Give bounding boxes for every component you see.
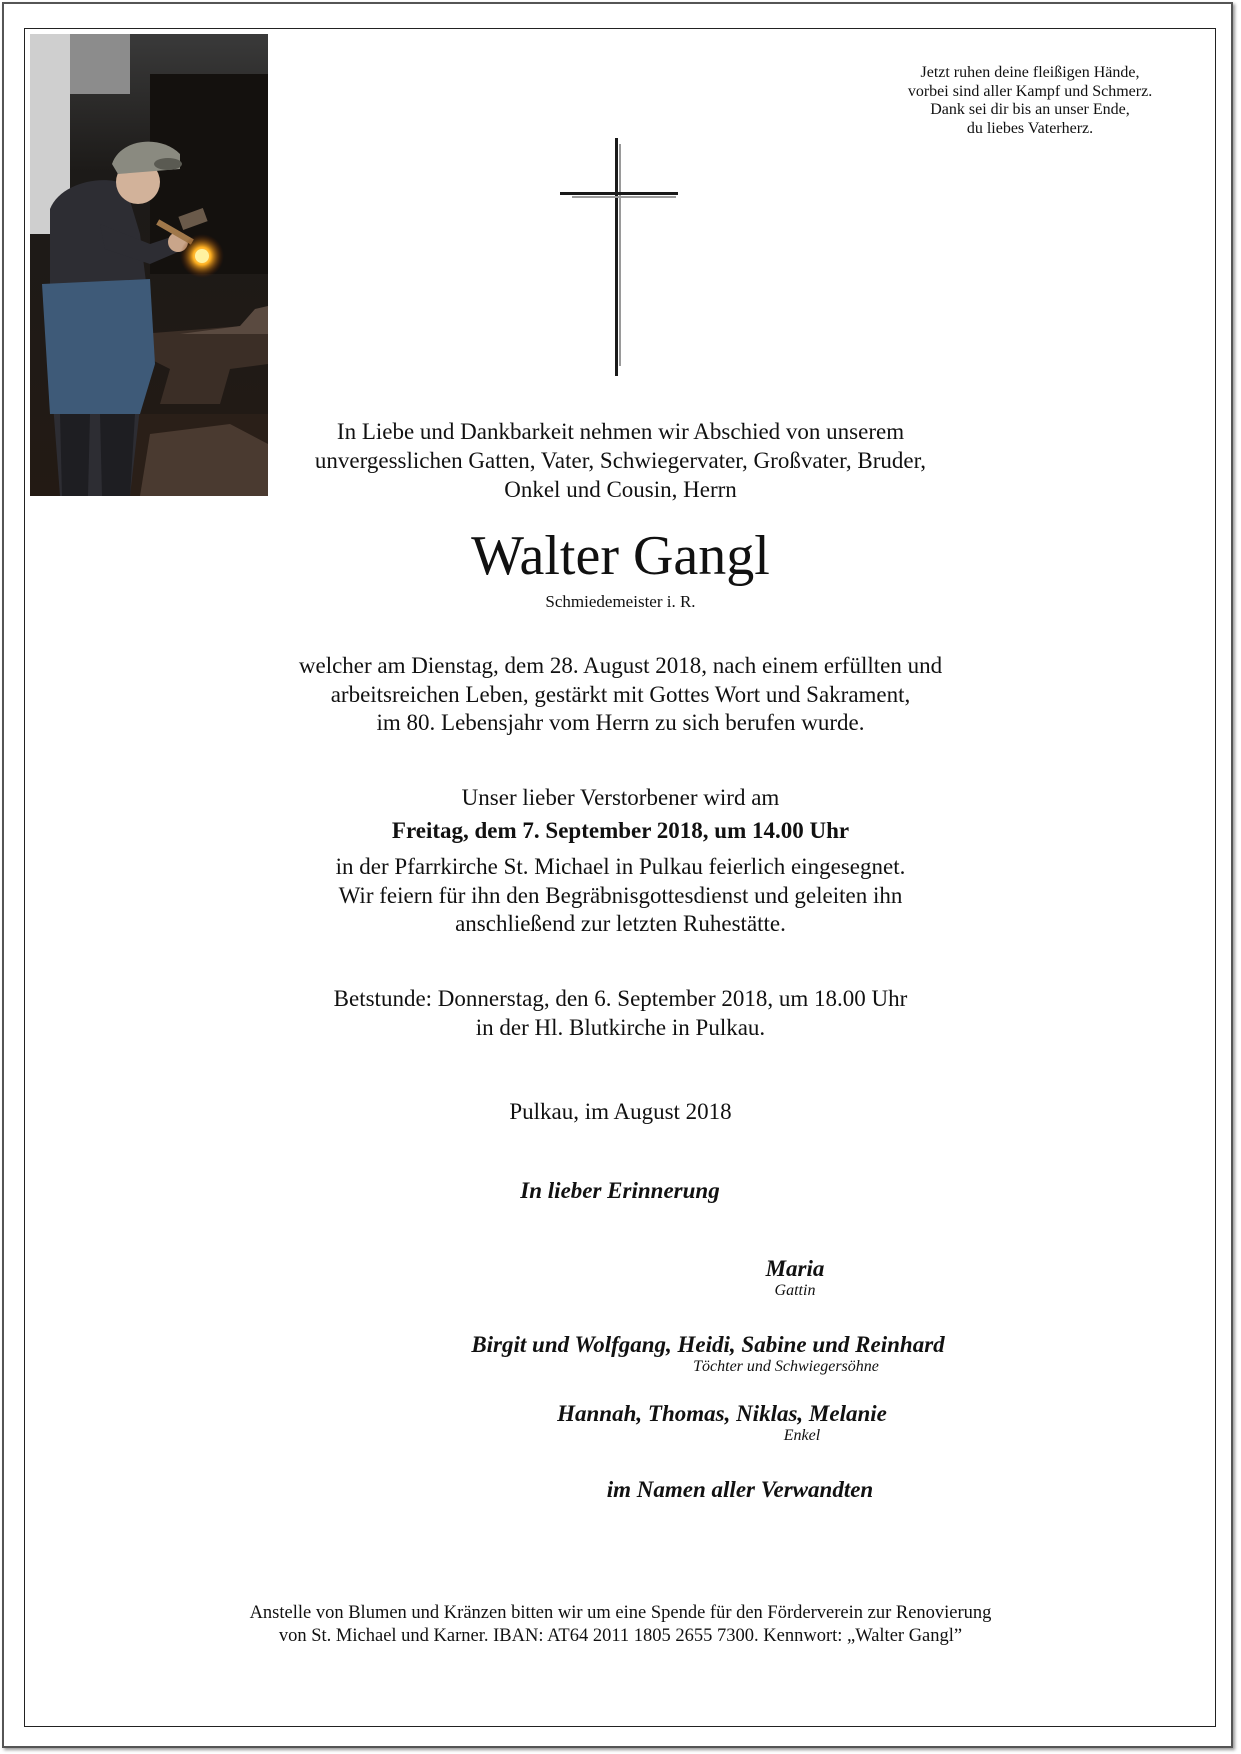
- mourners-closing: im Namen aller Verwandten: [606, 1477, 874, 1502]
- place-date: Pulkau, im August 2018: [509, 1099, 732, 1124]
- death-line: im 80. Lebensjahr vom Herrn zu sich berufen wurde.: [376, 710, 865, 735]
- memorial-verse: [860, 64, 1200, 138]
- prayer-hour: [0, 985, 1241, 1042]
- funeral-line: anschließend zur letzten Ruhestätte.: [455, 911, 786, 936]
- deceased-title: Schmiedemeister i. R.: [545, 592, 696, 611]
- mourner-names: Maria: [765, 1256, 825, 1281]
- mourner-names: Hannah, Thomas, Niklas, Melanie: [557, 1401, 887, 1426]
- mourner-relation: Töchter und Schwiegersöhne: [693, 1358, 879, 1375]
- verse-line: Dank sei dir bis an unser Ende,: [930, 101, 1130, 118]
- intro-line: In Liebe und Dankbarkeit nehmen wir Abschied von unserem: [336, 419, 905, 444]
- mourner-names: Birgit und Wolfgang, Heidi, Sabine und Reinhard: [471, 1332, 945, 1357]
- deceased-name: Walter Gangl: [471, 525, 770, 587]
- funeral-details: [0, 853, 1241, 939]
- funeral-date: Freitag, dem 7. September 2018, um 14.00 Uhr: [391, 818, 850, 843]
- cross-icon: [558, 136, 682, 378]
- funeral-line: in der Pfarrkirche St. Michael in Pulkau feierlich eingesegnet.: [335, 854, 906, 879]
- intro-text: [0, 417, 1241, 504]
- death-line: welcher am Dienstag, dem 28. August 2018, nach einem erfüllten und: [298, 653, 943, 678]
- intro-line: unvergesslichen Gatten, Vater, Schwiegervater, Großvater, Bruder,: [314, 448, 927, 473]
- funeral-line: Wir feiern für ihn den Begräbnisgottesdienst und geleiten ihn: [338, 882, 903, 908]
- mourner-group: [400, 1332, 1016, 1376]
- verse-line: du liebes Vaterherz.: [966, 119, 1094, 137]
- donation-note: [0, 1602, 1241, 1648]
- mourners-heading: In lieber Erinnerung: [520, 1178, 720, 1203]
- death-notice: [0, 652, 1241, 738]
- mourner-relation: Gattin: [774, 1282, 816, 1299]
- prayer-line: Betstunde: Donnerstag, den 6. September 2018, um 18.00 Uhr: [333, 986, 908, 1011]
- verse-line: Jetzt ruhen deine fleißigen Hände,: [920, 64, 1140, 81]
- donation-line: Anstelle von Blumen und Kränzen bitten wir um eine Spende für den Förderverein zur Renovierung: [249, 1603, 992, 1623]
- prayer-line: in der Hl. Blutkirche in Pulkau.: [475, 1014, 766, 1040]
- mourner-group: [500, 1401, 944, 1445]
- death-line: arbeitsreichen Leben, gestärkt mit Gottes Wort und Sakrament,: [330, 681, 911, 707]
- funeral-intro: Unser lieber Verstorbener wird am: [461, 785, 780, 810]
- donation-line: von St. Michael und Karner. IBAN: AT64 2011 1805 2655 7300. Kennwort: „Walter Gangl”: [278, 1626, 963, 1646]
- verse-line: vorbei sind aller Kampf und Schmerz.: [907, 82, 1153, 100]
- mourner-relation: Enkel: [783, 1427, 821, 1444]
- mourner-group: [660, 1256, 930, 1300]
- intro-line: Onkel und Cousin, Herrn: [504, 477, 737, 502]
